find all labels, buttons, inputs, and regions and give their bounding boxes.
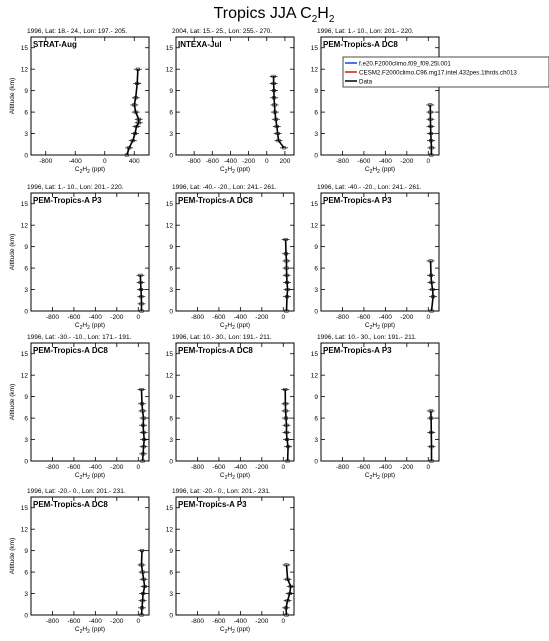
- x-tick-label: -200: [400, 314, 414, 321]
- y-tick-label: 0: [24, 612, 28, 620]
- panel-0: [9, 28, 149, 175]
- x-tick-label: -400: [68, 158, 82, 165]
- x-axis-label-part: 2: [87, 325, 90, 331]
- y-tick-label: 9: [24, 244, 28, 252]
- title-mid: H: [317, 5, 329, 22]
- x-axis-label-part: 2: [377, 325, 380, 331]
- y-tick-label: 0: [314, 308, 318, 316]
- x-tick-label: -400: [88, 618, 102, 625]
- legend-label: CESM2.F2000climo.C96.mg17.intel.432pes.1thrds.ch013: [359, 69, 517, 77]
- x-axis-label-part: H: [227, 626, 233, 633]
- x-axis-label-part: C: [74, 472, 80, 479]
- y-tick-label: 6: [314, 109, 318, 117]
- panel-2: [311, 28, 439, 175]
- y-tick-label: 9: [169, 244, 173, 252]
- x-tick-label: -400: [378, 464, 392, 471]
- panel-header: 1996, Lat: -40.- -20., Lon: 241.- 261.: [172, 184, 277, 191]
- panels: [9, 28, 439, 635]
- y-tick-label: 12: [310, 372, 318, 380]
- y-tick-label: 3: [24, 287, 28, 295]
- panel-header: 1996, Lat: 10.- 30., Lon: 191.- 211.: [317, 334, 417, 341]
- x-axis-label-part: C: [364, 322, 370, 329]
- x-axis-label: [220, 626, 250, 635]
- y-tick-label: 6: [169, 415, 173, 423]
- x-tick-label: -400: [233, 618, 247, 625]
- y-tick-label: 15: [20, 505, 28, 513]
- panel-5: [311, 184, 439, 331]
- y-tick-label: 9: [314, 244, 318, 252]
- y-tick-label: 15: [165, 505, 173, 513]
- panel-1: [166, 28, 294, 175]
- y-tick-label: 0: [24, 152, 28, 160]
- x-axis-label-part: (ppt): [379, 322, 396, 329]
- y-tick-label: 12: [310, 222, 318, 230]
- legend: [343, 57, 549, 87]
- y-tick-label: 12: [165, 66, 173, 74]
- y-tick-label: 9: [169, 394, 173, 402]
- x-axis-label-part: (ppt): [89, 472, 106, 479]
- panel-header: 1996, Lat: 10.- 30., Lon: 191.- 211.: [172, 334, 272, 341]
- title-sub2: 2: [328, 14, 335, 25]
- panel-campaign-label: PEM-Tropics-A P3: [33, 196, 102, 205]
- panel-8: [311, 334, 439, 481]
- y-tick-label: 0: [169, 308, 173, 316]
- x-tick-label: 0: [264, 158, 269, 165]
- x-axis-label: [220, 472, 250, 481]
- y-tick-label: 3: [314, 287, 318, 295]
- x-axis-label-part: H: [227, 166, 233, 173]
- x-tick-label: -600: [357, 158, 371, 165]
- panel-4: [166, 184, 294, 331]
- y-tick-label: 3: [314, 131, 318, 139]
- x-axis-label-part: H: [372, 166, 378, 173]
- x-axis-label-part: H: [372, 322, 378, 329]
- x-axis-label-part: 2: [79, 169, 83, 175]
- y-tick-label: 6: [169, 569, 173, 577]
- panel-campaign-label: PEM-Tropics-A P3: [323, 346, 392, 355]
- x-axis-label: [220, 322, 250, 331]
- y-tick-label: 6: [24, 569, 28, 577]
- y-tick-label: 9: [24, 88, 28, 96]
- y-tick-label: 6: [24, 109, 28, 117]
- panel-frame: [31, 37, 149, 155]
- panel-7: [166, 334, 294, 481]
- x-tick-label: -600: [357, 464, 371, 471]
- x-axis-label: [365, 166, 395, 175]
- x-axis-label-part: (ppt): [234, 166, 251, 173]
- y-tick-label: 15: [165, 45, 173, 53]
- x-axis-label-part: C: [364, 166, 370, 173]
- y-tick-label: 3: [314, 437, 318, 445]
- x-tick-label: -200: [242, 158, 256, 165]
- x-axis-label-part: H: [372, 472, 378, 479]
- x-axis-label-part: C: [219, 472, 225, 479]
- y-tick-label: 0: [24, 458, 28, 466]
- x-tick-label: 0: [136, 314, 141, 321]
- panel-campaign-label: PEM-Tropics-A P3: [178, 500, 247, 509]
- y-tick-label: 12: [165, 526, 173, 534]
- x-tick-label: -800: [45, 464, 59, 471]
- x-tick-label: -200: [400, 464, 414, 471]
- x-tick-label: -200: [255, 464, 269, 471]
- y-axis-label: Altitude (km): [9, 77, 16, 115]
- series-line: [142, 551, 145, 615]
- panel-header: 1996, Lat: -20.- 0., Lon: 201.- 231.: [172, 488, 271, 495]
- y-tick-label: 9: [169, 548, 173, 556]
- x-tick-label: -400: [378, 158, 392, 165]
- x-axis-label-part: H: [227, 472, 233, 479]
- x-tick-label: 200: [279, 158, 291, 165]
- x-axis-label-part: 2: [377, 475, 380, 481]
- x-axis-label: [365, 322, 395, 331]
- y-tick-label: 0: [169, 152, 173, 160]
- x-axis-label-part: 2: [79, 629, 83, 635]
- panel-frame: [176, 37, 294, 155]
- x-tick-label: 0: [426, 314, 431, 321]
- x-tick-label: -400: [233, 464, 247, 471]
- panel-campaign-label: PEM-Tropics-A DC8: [33, 346, 108, 355]
- x-tick-label: -200: [400, 158, 414, 165]
- x-tick-label: -800: [335, 314, 349, 321]
- panel-header: 1996, Lat: -20.- 0., Lon: 201.- 231.: [27, 488, 126, 495]
- x-axis-label: [75, 626, 105, 635]
- x-axis-label-part: (ppt): [89, 626, 106, 633]
- x-tick-label: -600: [67, 314, 81, 321]
- y-tick-label: 12: [20, 66, 28, 74]
- x-tick-label: -400: [233, 314, 247, 321]
- x-axis-label-part: 2: [232, 629, 235, 635]
- x-axis-label: [75, 322, 105, 331]
- x-tick-label: -600: [205, 158, 219, 165]
- panel-frame: [31, 343, 149, 461]
- y-tick-label: 12: [310, 66, 318, 74]
- figure-title: [214, 5, 335, 25]
- x-axis-label-part: 2: [79, 325, 83, 331]
- y-axis-label: Altitude (km): [9, 383, 16, 421]
- x-axis-label-part: 2: [87, 169, 90, 175]
- y-tick-label: 3: [169, 287, 173, 295]
- x-axis-label-part: C: [74, 166, 80, 173]
- panel-campaign-label: PEM-Tropics-A DC8: [178, 346, 253, 355]
- x-tick-label: 0: [136, 618, 141, 625]
- panel-campaign-label: PEM-Tropics-A P3: [323, 196, 392, 205]
- x-tick-label: -800: [335, 464, 349, 471]
- y-tick-label: 0: [24, 308, 28, 316]
- x-axis-label-part: 2: [224, 325, 228, 331]
- panel-header: 1996, Lat: -30.- -10., Lon: 171.- 191.: [27, 334, 132, 341]
- x-axis-label-part: 2: [232, 325, 235, 331]
- y-tick-label: 15: [20, 201, 28, 209]
- panel-3: [9, 184, 149, 331]
- y-tick-label: 3: [169, 131, 173, 139]
- x-axis-label: [75, 166, 105, 175]
- y-tick-label: 0: [314, 152, 318, 160]
- panel-campaign-label: STRAT-Aug: [33, 40, 77, 49]
- y-tick-label: 3: [24, 591, 28, 599]
- x-axis-label-part: 2: [377, 169, 380, 175]
- x-tick-label: -600: [67, 618, 81, 625]
- legend-label: Data: [359, 78, 373, 86]
- y-tick-label: 0: [169, 458, 173, 466]
- x-axis-label-part: C: [74, 626, 80, 633]
- y-axis-label: Altitude (km): [9, 233, 16, 271]
- x-tick-label: 0: [281, 618, 286, 625]
- x-tick-label: -800: [39, 158, 53, 165]
- y-tick-label: 0: [314, 458, 318, 466]
- series-line: [140, 275, 141, 311]
- panel-campaign-label: INTEXA-Jul: [178, 40, 222, 49]
- x-tick-label: -400: [88, 464, 102, 471]
- panel-campaign-label: PEM-Tropics-A DC8: [33, 500, 108, 509]
- y-tick-label: 9: [314, 394, 318, 402]
- x-axis-label: [220, 166, 250, 175]
- x-tick-label: -800: [45, 314, 59, 321]
- y-tick-label: 12: [20, 222, 28, 230]
- x-axis-label-part: (ppt): [234, 626, 251, 633]
- x-tick-label: -400: [88, 314, 102, 321]
- y-tick-label: 6: [24, 265, 28, 273]
- x-axis-label-part: (ppt): [379, 472, 396, 479]
- y-tick-label: 15: [20, 45, 28, 53]
- title-main: Tropics JJA C: [213, 5, 312, 22]
- x-axis-label: [365, 472, 395, 481]
- x-tick-label: -600: [212, 314, 226, 321]
- x-axis-label-part: 2: [232, 475, 235, 481]
- series-line: [431, 261, 434, 311]
- x-axis-label-part: H: [82, 472, 88, 479]
- panel-10: [166, 488, 295, 635]
- x-tick-label: -200: [110, 464, 124, 471]
- x-tick-label: -400: [223, 158, 237, 165]
- x-tick-label: -600: [212, 618, 226, 625]
- x-axis-label-part: 2: [87, 475, 90, 481]
- x-tick-label: -800: [45, 618, 59, 625]
- panel-6: [9, 334, 149, 481]
- x-axis-label-part: C: [219, 626, 225, 633]
- y-tick-label: 6: [169, 265, 173, 273]
- x-axis-label-part: H: [82, 322, 88, 329]
- x-tick-label: 0: [136, 464, 141, 471]
- legend-label: f.e20.F2000climo.f09_f09.25l.001: [359, 60, 451, 68]
- x-axis-label-part: C: [74, 322, 80, 329]
- x-tick-label: -800: [190, 464, 204, 471]
- x-axis-label-part: H: [227, 322, 233, 329]
- y-tick-label: 15: [165, 351, 173, 359]
- y-tick-label: 15: [20, 351, 28, 359]
- panel-header: 1996, Lat: 1.- 10., Lon: 201.- 220.: [27, 184, 124, 191]
- panel-frame: [31, 497, 149, 615]
- y-tick-label: 9: [169, 88, 173, 96]
- panel-header: 2004, Lat: 15.- 25., Lon: 255.- 270.: [172, 28, 273, 35]
- x-tick-label: -600: [67, 464, 81, 471]
- y-tick-label: 9: [24, 394, 28, 402]
- y-tick-label: 6: [24, 415, 28, 423]
- panel-9: [9, 488, 149, 635]
- x-axis-label-part: 2: [224, 629, 228, 635]
- panel-frame: [176, 193, 294, 311]
- x-tick-label: -200: [110, 618, 124, 625]
- x-tick-label: 0: [281, 314, 286, 321]
- x-axis-label-part: C: [364, 472, 370, 479]
- x-axis-label-part: 2: [232, 169, 235, 175]
- panel-frame: [321, 193, 439, 311]
- x-tick-label: -800: [335, 158, 349, 165]
- x-axis-label-part: (ppt): [89, 322, 106, 329]
- panel-header: 1996, Lat: 18.- 24., Lon: 197.- 205.: [27, 28, 128, 35]
- y-tick-label: 15: [310, 45, 318, 53]
- y-axis-label: Altitude (km): [9, 537, 16, 575]
- x-axis-label-part: 2: [87, 629, 90, 635]
- x-axis-label: [75, 472, 105, 481]
- x-tick-label: -200: [110, 314, 124, 321]
- x-tick-label: -800: [187, 158, 201, 165]
- y-tick-label: 3: [24, 131, 28, 139]
- panel-frame: [31, 193, 149, 311]
- panel-frame: [176, 497, 294, 615]
- x-axis-label-part: (ppt): [234, 472, 251, 479]
- panel-frame: [321, 343, 439, 461]
- x-tick-label: -800: [190, 314, 204, 321]
- panel-frame: [176, 343, 294, 461]
- x-tick-label: -200: [255, 618, 269, 625]
- x-tick-label: -200: [255, 314, 269, 321]
- x-axis-label-part: (ppt): [89, 166, 106, 173]
- x-tick-label: -800: [190, 618, 204, 625]
- y-tick-label: 6: [314, 415, 318, 423]
- title-sub1: 2: [311, 14, 318, 25]
- x-axis-label-part: 2: [369, 325, 373, 331]
- x-tick-label: 0: [426, 464, 431, 471]
- x-tick-label: -600: [212, 464, 226, 471]
- x-tick-label: 0: [281, 464, 286, 471]
- y-tick-label: 0: [169, 612, 173, 620]
- x-axis-label-part: 2: [369, 475, 373, 481]
- y-tick-label: 3: [169, 591, 173, 599]
- panel-campaign-label: PEM-Tropics-A DC8: [178, 196, 253, 205]
- y-tick-label: 12: [20, 372, 28, 380]
- x-axis-label-part: 2: [79, 475, 83, 481]
- y-tick-label: 9: [24, 548, 28, 556]
- y-tick-label: 12: [165, 372, 173, 380]
- panel-campaign-label: PEM-Tropics-A DC8: [323, 40, 398, 49]
- x-axis-label-part: C: [219, 322, 225, 329]
- y-tick-label: 12: [20, 526, 28, 534]
- x-tick-label: -400: [378, 314, 392, 321]
- y-tick-label: 15: [310, 201, 318, 209]
- x-axis-label-part: (ppt): [234, 322, 251, 329]
- y-tick-label: 3: [24, 437, 28, 445]
- x-tick-label: 0: [102, 158, 107, 165]
- y-tick-label: 3: [169, 437, 173, 445]
- y-tick-label: 6: [169, 109, 173, 117]
- x-axis-label-part: 2: [369, 169, 373, 175]
- x-axis-label-part: 2: [224, 169, 228, 175]
- y-tick-label: 9: [314, 88, 318, 96]
- y-tick-label: 15: [165, 201, 173, 209]
- x-axis-label-part: H: [82, 626, 88, 633]
- x-tick-label: 400: [128, 158, 140, 165]
- y-tick-label: 6: [314, 265, 318, 273]
- y-tick-label: 15: [310, 351, 318, 359]
- x-tick-label: 0: [426, 158, 431, 165]
- x-axis-label-part: 2: [224, 475, 228, 481]
- x-axis-label-part: H: [82, 166, 88, 173]
- x-tick-label: -600: [357, 314, 371, 321]
- x-axis-label-part: (ppt): [379, 166, 396, 173]
- x-axis-label-part: C: [219, 166, 225, 173]
- panel-frame: [321, 37, 439, 155]
- y-tick-label: 12: [165, 222, 173, 230]
- panel-header: 1996, Lat: -40.- -20., Lon: 241.- 261.: [317, 184, 422, 191]
- panel-header: 1996, Lat: 1.- 10., Lon: 201.- 220.: [317, 28, 414, 35]
